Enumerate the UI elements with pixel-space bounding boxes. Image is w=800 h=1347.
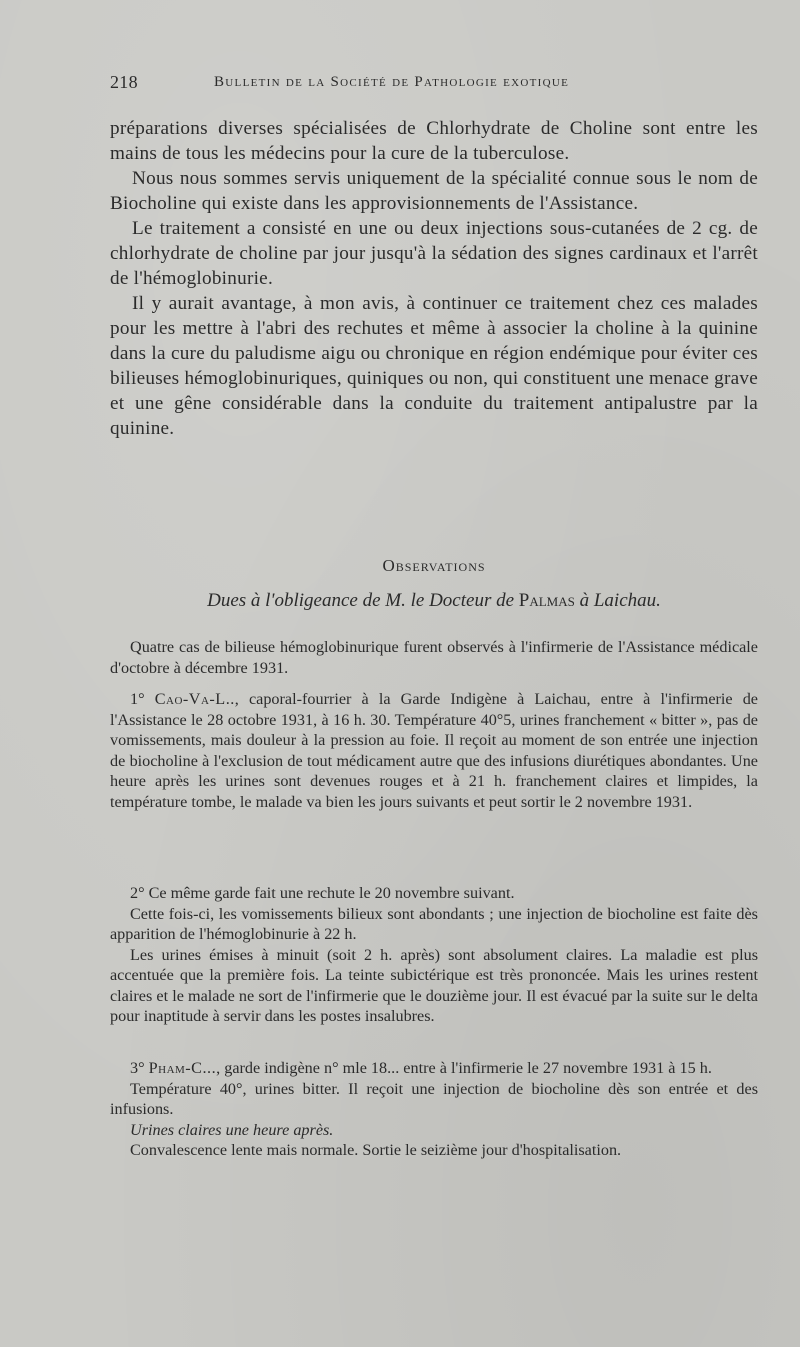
case-text: , garde indigène n° mle 18... entre à l'infirmerie le 27 novembre 1931 à 15 h. <box>216 1059 712 1077</box>
paragraph: Température 40°, urines bitter. Il reçoit une injection de biocholine dès son entrée et des infusions. <box>110 1079 758 1118</box>
main-text <box>110 116 758 441</box>
case-number: 3° <box>130 1059 145 1077</box>
paragraph: 2° Ce même garde fait une rechute le 20 novembre suivant. <box>130 884 515 902</box>
observations-intro <box>110 637 758 678</box>
page-number: 218 <box>110 72 138 92</box>
running-title: Bulletin de la Société de Pathologie exotique <box>214 74 570 90</box>
section-title: Observations <box>382 556 486 575</box>
paragraph <box>110 689 758 812</box>
paragraph: Le traitement a consisté en une ou deux injections sous-cutanées de 2 cg. de chlorhydrate de choline par jour jusqu'à la sédation des signes cardinaux et l'arrêt de l'hémoglobinurie. <box>110 218 758 289</box>
subtitle-text: Dues à l'obligeance de M. le Docteur de <box>207 590 515 611</box>
paragraph: Convalescence lente mais normale. Sortie le seizième jour d'hospitalisation. <box>130 1141 622 1159</box>
case-2 <box>110 883 758 1027</box>
paragraph: Quatre cas de bilieuse hémoglobinurique furent observés à l'infirmerie de l'Assistance médicale d'octobre à décembre 1931. <box>110 638 758 677</box>
paragraph: préparations diverses spécialisées de Chlorhydrate de Choline sont entre les mains de tous les médecins pour la cure de la tuberculose. <box>110 118 758 164</box>
patient-name: Pham-C... <box>148 1059 217 1077</box>
subtitle-location: à Laichau. <box>579 590 661 611</box>
paragraph: Cette fois-ci, les vomissements bilieux sont abondants ; une injection de biocholine est faite dès apparition de l'hémoglobinurie à 22 h. <box>110 904 758 943</box>
paragraph <box>110 1058 758 1079</box>
patient-name: Cao-Va-L.. <box>154 690 235 708</box>
case-text: , caporal-fourrier à la Garde Indigène à Laichau, entre à l'infirmerie de l'Assistance le 28 octobre 1931, à 16 h. 30. Température 40°5, urines franchement « bitter », pas de vomissements, mais douleur à la pression au foie. Il reçoit au moment de son entrée une injection de biocholine à l'exclusion de tout médicament autre que des infusions diurétiques abondantes. Une heure après les urines sont devenues rouges et à 21 h. franchement claires et limpides, la température tombe, le malade va bien les jours suivants et peut sortir le 2 novembre 1931. <box>110 690 758 811</box>
italic-note: Urines claires une heure après. <box>130 1120 334 1139</box>
case-3 <box>110 1058 758 1161</box>
doctor-name: Palmas <box>518 590 575 611</box>
paragraph: Il y aurait avantage, à mon avis, à continuer ce traitement chez ces malades pour les mettre à l'abri des rechutes et même à associer la choline à la quinine dans la cure du paludisme aigu ou chronique en région endémique pour éviter ces bilieuses hémoglobinuriques, quiniques ou non, qui constituent une menace grave et une gêne considérable dans la conduite du traitement antipalustre par la quinine. <box>110 293 759 439</box>
case-number: 1° <box>130 690 145 708</box>
section-subtitle <box>110 590 758 612</box>
case-1 <box>110 689 758 812</box>
paragraph: Les urines émises à minuit (soit 2 h. après) sont absolument claires. La maladie est plus accentuée que la première fois. La teinte subictérique est très prononcée. Mais les urines restent claires et le malade ne sort de l'infirmerie que le douzième jour. Il est évacué par la suite sur le delta pour inaptitude à servir dans les postes insalubres. <box>110 945 758 1025</box>
paragraph: Nous nous sommes servis uniquement de la spécialité connue sous le nom de Biocholine qui existe dans les approvisionnements de l'Assistance. <box>110 168 758 214</box>
paragraph <box>110 1120 758 1141</box>
